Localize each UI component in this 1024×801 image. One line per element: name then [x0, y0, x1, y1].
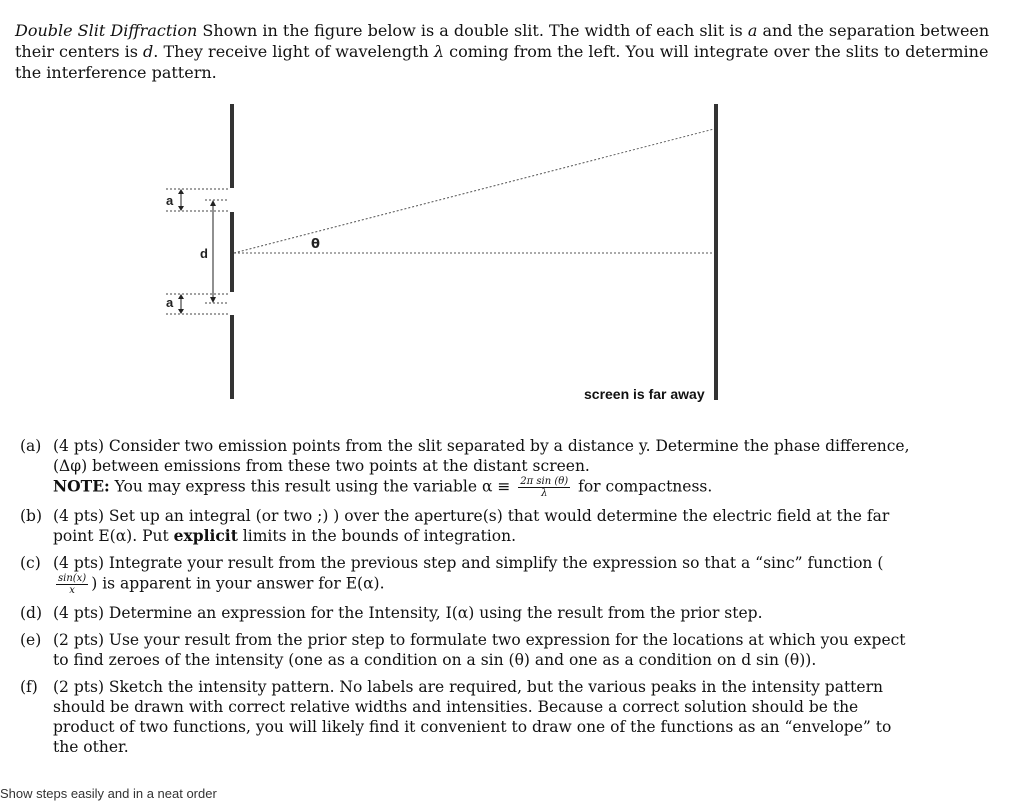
intro-text-3: . They receive light of wavelength	[153, 42, 434, 61]
fraction-numerator: 2π sin (θ)	[520, 476, 569, 487]
var-a: a	[747, 21, 758, 40]
part-f	[20, 677, 920, 757]
part-label: (f)	[20, 678, 38, 696]
part-text-bold: explicit	[173, 526, 238, 545]
var-d: d	[143, 42, 154, 61]
cutoff-text: Show steps easily and in a neat order	[0, 786, 217, 801]
part-e	[20, 630, 920, 670]
alpha-fraction	[518, 476, 570, 499]
label-a-top: a	[166, 193, 174, 208]
part-text-pre: (4 pts) Integrate your result from the previous step and simplify the expression so that a “sinc” function (	[53, 554, 884, 572]
part-a	[20, 436, 920, 499]
barrier-top	[230, 104, 234, 188]
part-text-pre: (4 pts) Set up an integral (or two ;) ) over the aperture(s) that would determine the electric field at the far point E(α). Put	[53, 507, 890, 545]
label-theta: θ	[311, 237, 320, 252]
part-label: (a)	[20, 437, 42, 455]
part-text: (2 pts) Sketch the intensity pattern. No labels are required, but the various peaks in the intensity pattern should be drawn with correct relative widths and intensities. Because a correct solution should be the product of two functions, you will likely find it convenient to draw one of the functions as an “envelope” to the other.	[53, 678, 892, 756]
barrier-bottom	[230, 315, 234, 399]
part-label: (b)	[20, 507, 43, 525]
sinc-fraction	[56, 573, 88, 596]
note-text-pre: You may express this result using the variable α ≡	[109, 477, 516, 496]
label-d: d	[200, 246, 208, 261]
separation-d-arrow	[210, 200, 216, 303]
var-lambda: λ	[433, 42, 445, 61]
part-label: (d)	[20, 604, 43, 622]
sinc-denominator: x	[69, 585, 75, 596]
width-a-top-arrow	[178, 189, 184, 211]
label-screen: screen is far away	[584, 386, 705, 402]
note-text-post: for compactness.	[573, 477, 713, 496]
part-text-post: limits in the bounds of integration.	[237, 527, 517, 545]
part-text: (4 pts) Determine an expression for the Intensity, I(α) using the result from the prior step.	[53, 604, 763, 622]
problem-title: Double Slit Diffraction	[15, 21, 198, 40]
part-c	[20, 553, 920, 596]
intro-text-1: Shown in the figure below is a double slit. The width of each slit is	[197, 21, 748, 40]
label-a-bottom: a	[166, 295, 174, 310]
note-label: NOTE:	[53, 476, 110, 496]
part-text-post: ) is apparent in your answer for E(α).	[91, 574, 385, 593]
part-label: (e)	[20, 631, 42, 649]
intro-text-4: coming from the left. You will integrate over the slits to determine the interference pattern.	[15, 42, 989, 82]
width-a-bottom-arrow	[178, 294, 184, 314]
fraction-denominator: λ	[541, 488, 548, 499]
angled-ray	[234, 129, 714, 253]
part-text: (4 pts) Consider two emission points from the slit separated by a distance y. Determine the phase difference, (Δφ) between emissions from these two points at the distant screen.	[53, 437, 910, 475]
part-d	[20, 603, 920, 623]
intro-text-2: and the separation between their centers is	[15, 21, 990, 61]
part-label: (c)	[20, 554, 41, 572]
question-parts	[20, 436, 920, 764]
part-b	[20, 506, 920, 546]
sinc-numerator: sin(x)	[58, 573, 87, 584]
screen-bar	[714, 104, 718, 400]
part-text: (2 pts) Use your result from the prior step to formulate two expression for the locations at which you expect to find zeroes of the intensity (one as a condition on a sin (θ) and one as a condition on d sin (θ)).	[53, 631, 906, 669]
barrier-middle	[230, 212, 234, 292]
